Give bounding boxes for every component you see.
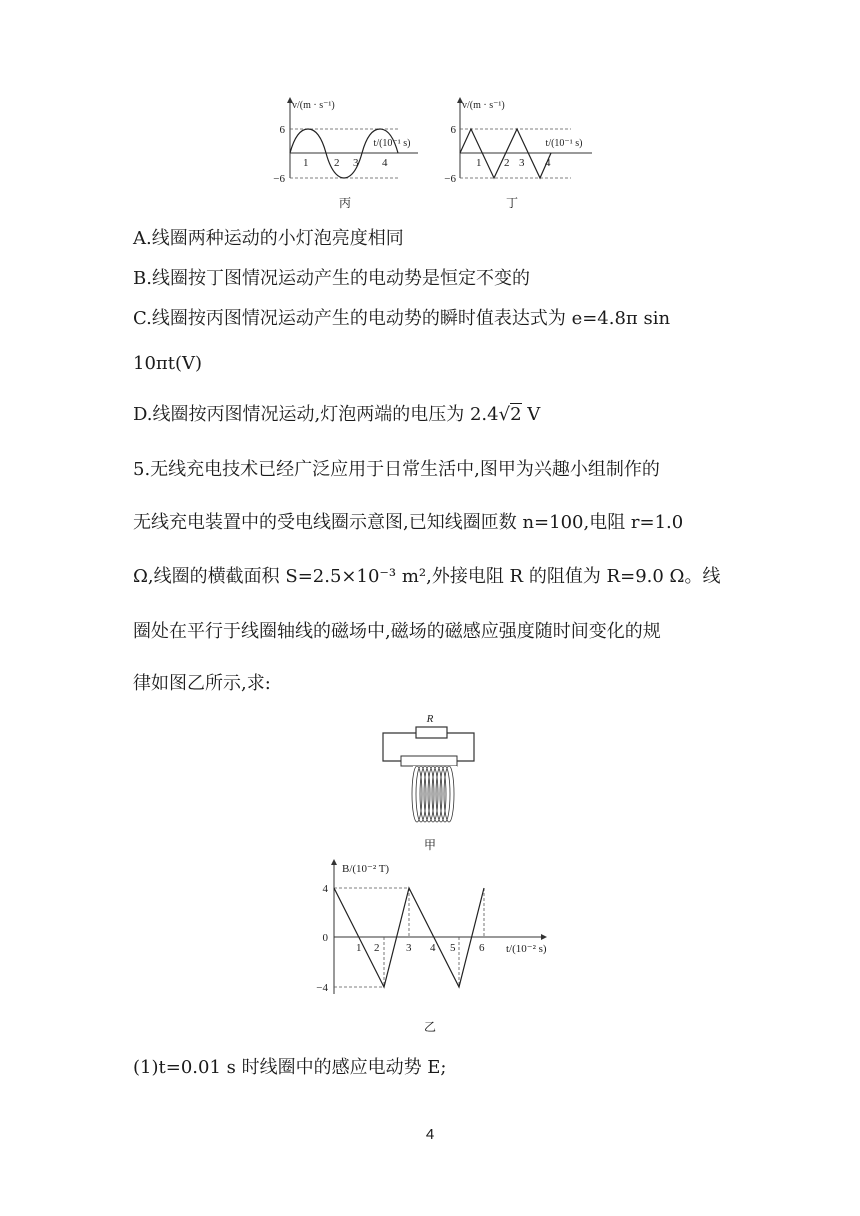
y-tick: −6 [444,173,456,185]
page-number: 4 [425,1126,435,1143]
sqrt-radicand: 2 [510,404,522,425]
option-d-text: D.线圈按丙图情况运动,灯泡两端的电压为 2.4 [133,404,499,425]
x-tick: 1 [356,942,362,954]
option-d-unit: V [521,404,541,425]
x-axis-label: t/(10⁻² s) [506,943,547,955]
q5-line2: 无线充电装置中的受电线圈示意图,已知线圈匝数 n=100,电阻 r=1.0 [133,512,684,533]
x-tick: 4 [430,942,436,954]
x-tick: 4 [382,157,388,169]
y-tick: −6 [273,173,285,185]
figure-ding [446,96,596,190]
x-tick: 3 [519,157,525,169]
option-c-line2: 10πt(V) [133,353,203,374]
q5-line3: Ω,线圈的横截面积 S=2.5×10⁻³ m²,外接电阻 R 的阻值为 R=9.0 Ω。线 [133,566,721,587]
y-tick: −4 [316,982,328,994]
option-b: B.线圈按丁图情况运动产生的电动势是恒定不变的 [133,268,530,289]
sqrt-sign: √ [498,404,511,425]
figure-bing [270,96,420,190]
y-tick: 0 [322,932,328,944]
x-tick: 2 [334,157,340,169]
x-tick: 6 [479,942,485,954]
x-tick: 4 [545,157,551,169]
option-a: A.线圈两种运动的小灯泡亮度相同 [133,228,404,249]
figure-jia-coil-circuit [375,706,485,830]
x-tick: 3 [353,157,359,169]
sub-question-1: (1)t=0.01 s 时线圈中的感应电动势 E; [133,1057,447,1078]
figure-yi-b-t-graph [312,856,552,1006]
q5-line5: 律如图乙所示,求: [133,673,271,694]
resistor-label: R [426,713,434,725]
caption-ding: 丁 [505,196,518,210]
x-tick: 3 [406,942,412,954]
coil-bracket [401,756,457,766]
x-tick: 1 [476,157,482,169]
q5-line1: 5.无线充电技术已经广泛应用于日常生活中,图甲为兴趣小组制作的 [133,459,660,480]
y-axis-label: B/(10⁻² T) [342,863,390,875]
option-d [133,403,540,427]
y-tick: 4 [322,883,328,895]
x-tick: 5 [450,942,456,954]
x-tick: 2 [504,157,510,169]
x-tick: 2 [374,942,380,954]
q5-line4: 圈处在平行于线圈轴线的磁场中,磁场的磁感应强度随时间变化的规 [133,621,661,642]
caption-bing: 丙 [338,196,351,210]
y-axis-label: v/(m · s⁻¹) [292,100,335,111]
y-tick: 6 [450,124,456,136]
caption-yi: 乙 [423,1020,436,1034]
caption-jia: 甲 [423,838,436,852]
resistor [416,727,447,738]
x-tick: 1 [303,157,309,169]
x-axis-label: t/(10⁻¹ s) [373,138,411,149]
y-tick: 6 [279,124,285,136]
y-axis-label: v/(m · s⁻¹) [462,100,505,111]
option-c-line1: C.线圈按丙图情况运动产生的电动势的瞬时值表达式为 e=4.8π sin [133,308,671,329]
x-axis-label: t/(10⁻¹ s) [545,138,583,149]
